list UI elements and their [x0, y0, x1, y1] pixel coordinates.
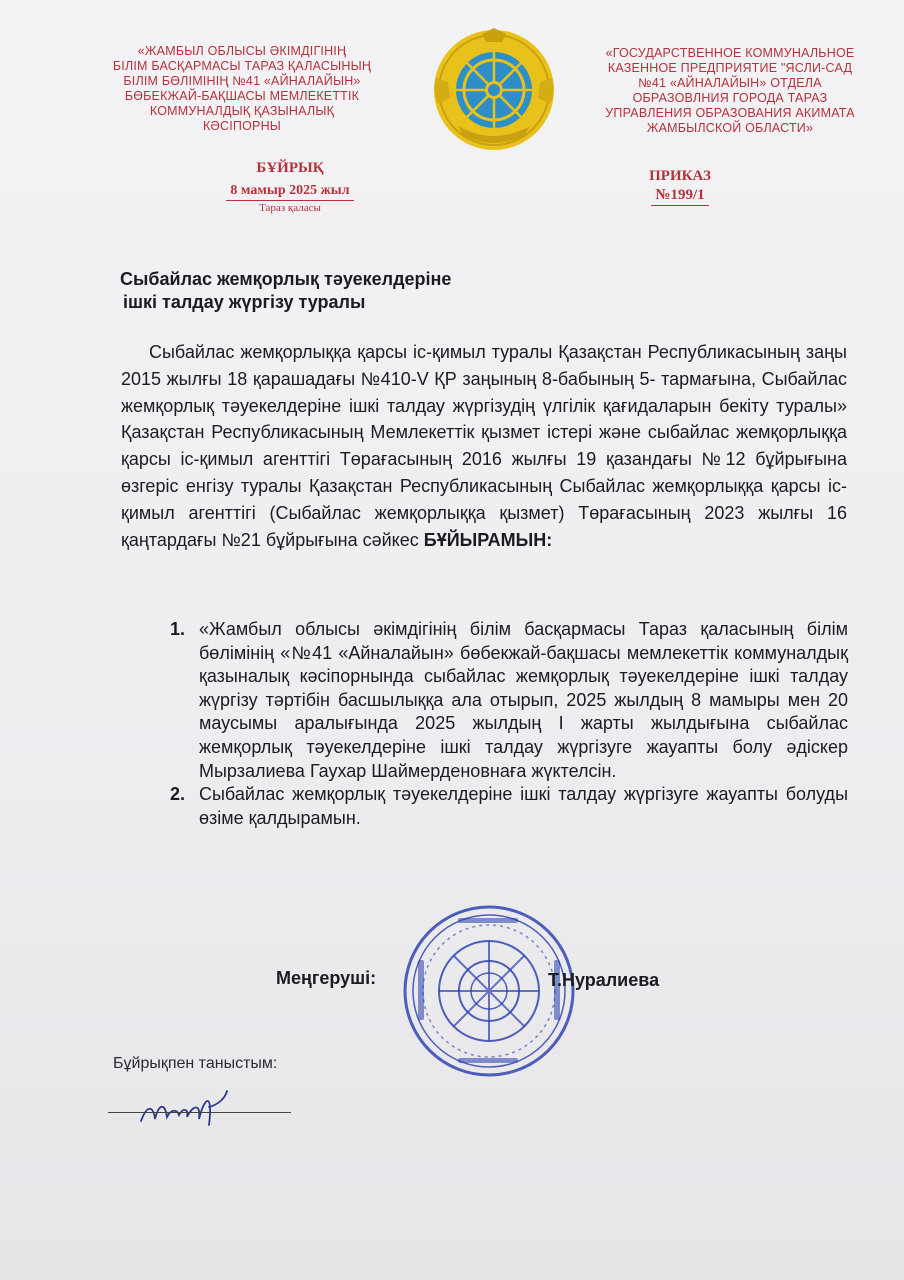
header-russian-line: УПРАВЛЕНИЯ ОБРАЗОВАНИЯ АКИМАТА [605, 106, 855, 120]
handwritten-signature-icon [135, 1085, 255, 1135]
header-kazakh-line: БІЛІМ БАСҚАРМАСЫ ТАРАЗ ҚАЛАСЫНЫҢ [112, 59, 372, 73]
order-number-text: №199/1 [651, 187, 708, 206]
list-item-number: 2. [170, 784, 186, 805]
header-kazakh-line: БӨБЕКЖАЙ-БАҚШАСЫ МЕМЛЕКЕТТІК [124, 89, 360, 103]
signature-label: Меңгеруші: [276, 968, 377, 988]
round-seal-stamp-icon [398, 900, 580, 1082]
kazakhstan-state-emblem-icon [432, 28, 556, 152]
list-item [168, 618, 848, 783]
preamble-text: Сыбайлас жемқорлыққа қарсы іс-қимыл туралы Қазақстан Республикасының заңы 2015 жылғы 18 қарашадағы №410-V ҚР заңының 8-бабының 5- тармағына, Сыбайлас жемқорлық тәуекелдеріне ішкі талдау жүргізудің үлгілік қағидаларын бекіту туралы» Қазақстан Республикасының Мемлекеттік қызмет істері және сыбайлас жемқорлыққа қарсы іс-қимыл агенттігі Төрағасының 2016 жылғы 19 қазандағы №12 бұйрығына өзгеріс енгізу туралы Қазақстан Республикасының Сыбайлас жемқорлыққа қарсы іс-қимыл агенттігі (Сыбайлас жемқорлыққа қызмет) Төрағасының 2023 жылғы 16 қаңтардағы №21 бұйрығына сәйкес [121, 342, 847, 550]
header-russian-line: ОБРАЗОВЛНИЯ ГОРОДА ТАРАЗ [632, 91, 828, 105]
document-title [120, 268, 451, 314]
order-items-list [168, 618, 848, 830]
header-russian-line: №41 «АЙНАЛАЙЫН» ОТДЕЛА [638, 76, 822, 90]
preamble-paragraph [121, 339, 847, 553]
order-date-text: 8 мамыр 2025 жыл [226, 183, 353, 201]
header-russian-line: ЖАМБЫЛСКОЙ ОБЛАСТИ» [646, 121, 814, 135]
acknowledgement-label: Бұйрықпен таныстым: [113, 1055, 278, 1072]
header-russian-line: КАЗЕННОЕ ПРЕДПРИЯТИЕ "ЯСЛИ-САД [607, 61, 853, 75]
header-russian-line: «ГОСУДАРСТВЕННОЕ КОММУНАЛЬНОЕ [605, 46, 855, 60]
order-number [610, 187, 750, 206]
document-title-line: ішкі талдау жүргізу туралы [123, 292, 366, 312]
header-russian [585, 46, 875, 136]
header-kazakh [92, 44, 392, 134]
document-title-line: Сыбайлас жемқорлық тәуекелдеріне [120, 269, 452, 289]
order-emphasis: БҰЙЫРАМЫН: [423, 529, 553, 550]
order-label-russian: ПРИКАЗ [649, 168, 711, 184]
header-kazakh-line: КОММУНАЛДЫҚ ҚАЗЫНАЛЫҚ [149, 104, 335, 118]
header-kazakh-line: КӘСІПОРНЫ [202, 119, 282, 133]
signatory-name: Т.Нуралиева [548, 970, 660, 990]
list-item-number: 1. [170, 619, 186, 639]
header-kazakh-line: «ЖАМБЫЛ ОБЛЫСЫ ӘКІМДІГІНІҢ [137, 44, 347, 58]
list-item-text: «Жамбыл облысы әкімдігінің білім басқармасы Тараз қаласының білім бөлімінің «№41 «Айналайын» бөбекжай-бақшасы мемлекеттік коммуналдық қазыналық кәсіпорнында сыбайлас жемқорлық тәуекелдеріне ішкі талдау жүргізу тәртібін басшылыққа ала отырып, 2025 жылдың 8 мамыры мен 20 маусымы аралығында 2025 жылдың I жарты жылдығына сыбайлас жемқорлық тәуекелдеріне ішкі талдау жүргізуге жауапты болу әдіскер Мырзалиева Гаухар Шаймерденовнаға жүктелсін. [199, 619, 848, 781]
signature-line [108, 1112, 291, 1113]
order-date [190, 183, 390, 201]
order-city: Тараз қаласы [259, 202, 321, 214]
list-item [168, 783, 848, 830]
header-kazakh-line: БІЛІМ БӨЛІМІНІҢ №41 «АЙНАЛАЙЫН» [123, 74, 361, 88]
list-item-text: Сыбайлас жемқорлық тәуекелдеріне ішкі талдау жүргізуге жауапты болуды өзіме қалдырамын. [199, 784, 848, 828]
order-label-kazakh: БҰЙРЫҚ [256, 160, 324, 176]
